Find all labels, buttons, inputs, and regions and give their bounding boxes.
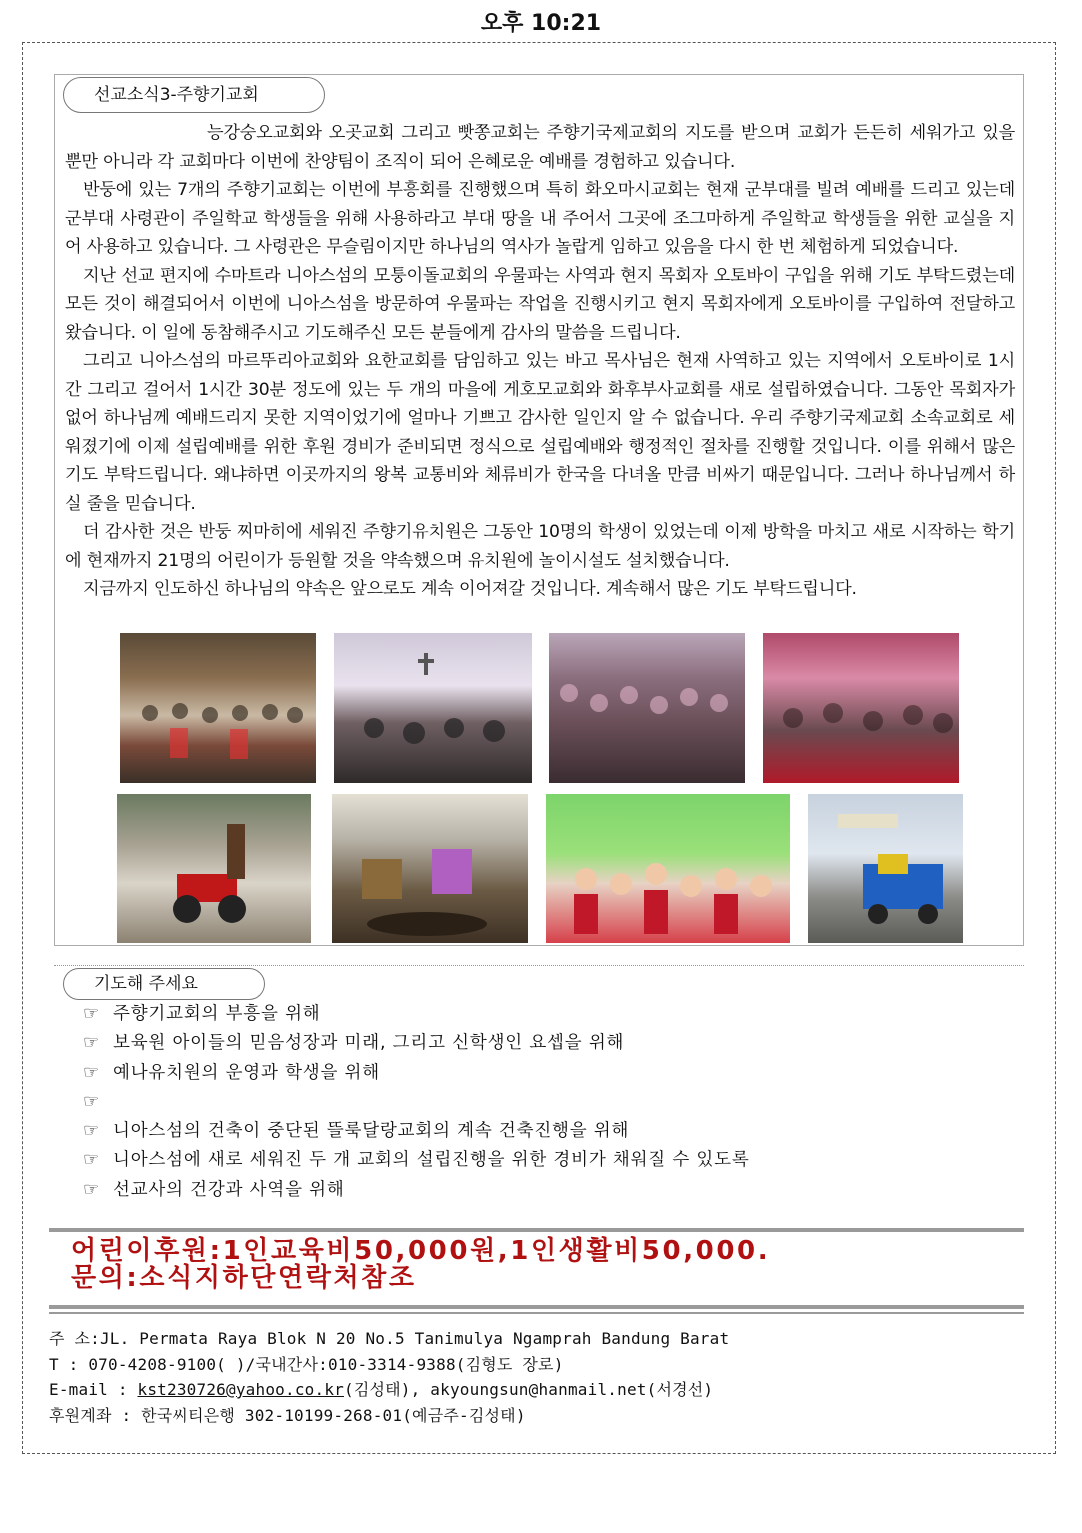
contact-address: 주 소:JL. Permata Raya Blok N 20 No.5 Tanimulya Ngamprah Bandung Barat xyxy=(49,1329,730,1348)
photo-congregation xyxy=(763,633,959,783)
banner-rule-bottom xyxy=(49,1305,1024,1309)
prayer-item-text: 주향기교회의 부흥을 위해 xyxy=(113,1004,321,1024)
news-paragraph: 그리고 니아스섬의 마르뚜리아교회와 요한교회를 담임하고 있는 바고 목사님은 현재 사역하고 있는 지역에서 오토바이로 1시간 그리고 걸어서 1시간 30분 정도에 있는 두 개의 마을에 게호모교회와 화후부사교회를 새로 설립하였습니다. 그동안 목회자가 없어 하나님께 예배드리지 못한 지역이었기에 얼마나 기쁘고 감사한 일인지 알 수 없습니다. 우리 주향기국제교회 소속교회로 세워졌기에 이제 설립예배를 위한 후원 경비가 준비되면 정식으로 설립예배와 행정적인 절차를 진행할 것입니다. 이를 위해서 많은 기도 부탁드립니다. 왜냐하면 이곳까지의 왕복 교통비와 체류비가 한국을 다녀올 만큼 비싸기 때문입니다. 그러나 하나님께서 하실 줄을 믿습니다. xyxy=(65,351,1015,514)
banner-line-1: 어린이후원:1인교육비50,000원,1인생활비50,000. xyxy=(71,1236,771,1266)
email-link[interactable]: kst230726@yahoo.co.kr xyxy=(137,1380,344,1399)
section-title: 선교소식3-주향기교회 xyxy=(63,77,325,113)
contact-email xyxy=(49,1377,1029,1403)
contact-info xyxy=(49,1326,1029,1428)
email-rest: (김성태), akyoungsun@hanmail.net(서경선) xyxy=(344,1380,714,1399)
photo-well-digging xyxy=(332,794,528,943)
pointing-hand-icon: ☞ xyxy=(83,1090,100,1112)
mission-news-section xyxy=(54,74,1024,946)
photo-motorcycle-delivery xyxy=(117,794,311,943)
banner-rule-bottom-thin xyxy=(49,1312,1024,1314)
prayer-item xyxy=(83,1145,1023,1174)
contact-account: 후원계좌 : 한국씨티은행 302-10199-268-01(예금주-김성태) xyxy=(49,1405,526,1425)
news-paragraph: 지금까지 인도하신 하나님의 약속은 앞으로도 계속 이어져갈 것입니다. 계속해서 많은 기도 부탁드립니다. xyxy=(83,579,857,599)
prayer-item-text: 니아스섬에 새로 세워진 두 개 교회의 설립진행을 위한 경비가 채워질 수 있도록 xyxy=(113,1150,750,1171)
status-time: 오후 10:21 xyxy=(480,11,602,36)
banner-line-2: 문의:소식지하단연락처참조 xyxy=(71,1263,417,1293)
email-label: E-mail : xyxy=(49,1380,138,1399)
pointing-hand-icon: ☞ xyxy=(83,1061,100,1083)
sponsorship-banner xyxy=(71,1238,1031,1292)
prayer-item-text: 예나유치원의 운영과 학생을 위해 xyxy=(113,1062,380,1083)
section-divider xyxy=(54,965,1024,966)
news-paragraph: 능강숭오교회와 오곳교회 그리고 빳쫑교회는 주향기국제교회의 지도를 받으며 교회가 든든히 세워가고 있을 뿐만 아니라 각 교회마다 이번에 찬양팀이 조직이 되어 은혜로운 예배를 경험하고 있습니다. xyxy=(65,123,1015,172)
prayer-item xyxy=(83,1028,1023,1057)
pointing-hand-icon: ☞ xyxy=(83,1032,100,1054)
prayer-item xyxy=(83,999,1023,1028)
photo-church-service xyxy=(334,633,532,783)
prayer-item-text: 선교사의 건강과 사역을 위해 xyxy=(113,1179,345,1200)
news-paragraph: 반둥에 있는 7개의 주향기교회는 이번에 부흥회를 진행했으며 특히 화오마시교회는 현재 군부대를 빌려 예배를 드리고 있는데 군부대 사령관이 주일학교 학생들을 위해 사용하라고 부대 땅을 내 주어서 그곳에 조그마하게 주일학교 학생들을 위한 교실을 지어 사용하고 있습니다. 그 사령관은 무슬림이지만 하나님의 역사가 놀랍게 임하고 있음을 다시 한 번 체험하게 되었습니다. xyxy=(65,180,1015,257)
photo-kindergarten-children xyxy=(546,794,790,943)
photo-church-group xyxy=(120,633,316,783)
prayer-item xyxy=(83,1116,1023,1145)
prayer-item xyxy=(83,1087,1023,1116)
photo-playground-truck xyxy=(808,794,963,943)
prayer-item-text: 니아스섬의 건축이 중단된 뜰룩달랑교회의 계속 건축진행을 위해 xyxy=(113,1121,630,1142)
contact-phone: T : 070-4208-9100( )/국내간사:010-3314-9388(김형도 장로) xyxy=(49,1354,564,1374)
prayer-item-text: 보육원 아이들의 믿음성장과 미래, 그리고 신학생인 요셉을 위해 xyxy=(113,1033,625,1054)
news-paragraph: 지난 선교 편지에 수마트라 니아스섬의 모퉁이돌교회의 우물파는 사역과 현지 목회자 오토바이 구입을 위해 기도 부탁드렸는데 모든 것이 해결되어서 이번에 니아스섬을 방문하여 우물파는 작업을 진행시키고 현지 목회자에게 오토바이를 구입하여 전달하고 왔습니다. 이 일에 동참해주시고 기도해주신 모든 분들에게 감사의 말씀을 드립니다. xyxy=(65,265,1015,343)
photo-revival-crowd xyxy=(549,633,745,783)
prayer-list xyxy=(83,999,1023,1204)
news-paragraph: 더 감사한 것은 반둥 찌마히에 세워진 주향기유치원은 그동안 10명의 학생이 있었는데 이제 방학을 마치고 새로 시작하는 학기에 현재까지 21명의 어린이가 등원할 것을 약속했으며 유치원에 놀이시설도 설치했습니다. xyxy=(65,522,1015,571)
prayer-item xyxy=(83,1058,1023,1087)
pointing-hand-icon: ☞ xyxy=(83,1149,100,1171)
newsletter-page xyxy=(22,42,1056,1454)
news-body xyxy=(65,119,1015,604)
prayer-title: 기도해 주세요 xyxy=(63,968,265,1000)
pointing-hand-icon: ☞ xyxy=(83,1003,100,1024)
prayer-item xyxy=(83,1175,1023,1204)
pointing-hand-icon: ☞ xyxy=(83,1120,100,1142)
pointing-hand-icon: ☞ xyxy=(83,1178,100,1200)
banner-rule-top xyxy=(49,1228,1024,1232)
